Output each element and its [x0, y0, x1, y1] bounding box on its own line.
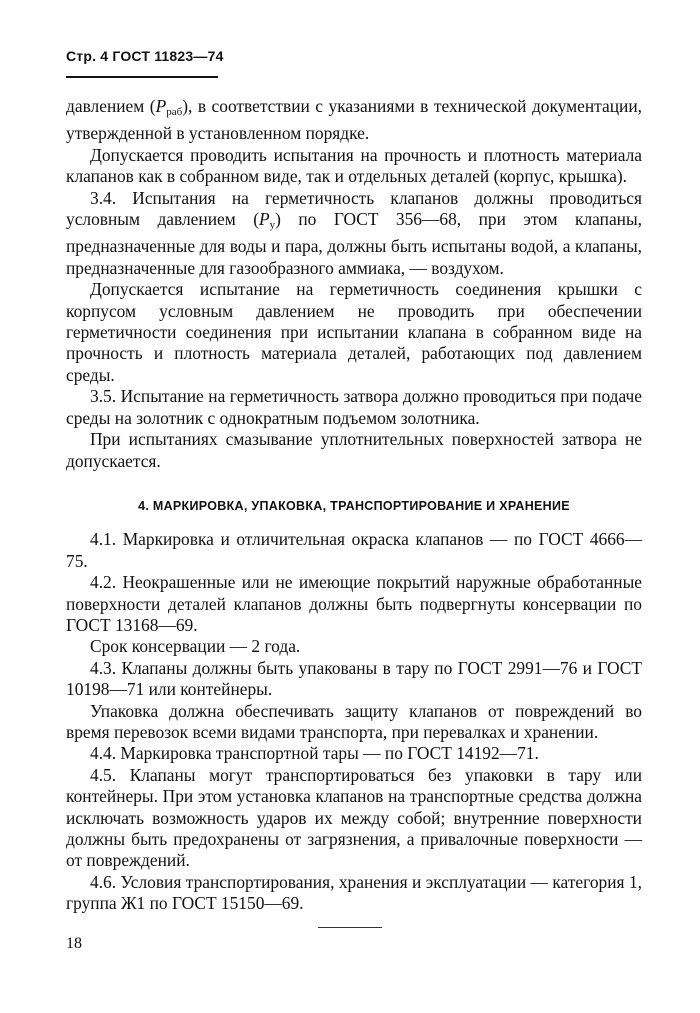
paragraph-conservation-term: Срок консервации — 2 года. — [90, 636, 301, 657]
section-heading: 4. МАРКИРОВКА, УПАКОВКА, ТРАНСПОРТИРОВАНИЕ И ХРАНЕНИЕ — [138, 498, 570, 513]
paragraph-3-4 — [66, 188, 642, 280]
paragraph-4-2: 4.2. Неокрашенные или не имеющие покрытий наружные обработанные поверхности деталей клапанов должны быть подвергнуты консервации по ГОСТ 13168—69. — [66, 572, 642, 635]
paragraph-3-5: 3.5. Испытание на герметичность затвора должно проводиться при подаче среды на золотник с однократным подъемом золотника. — [66, 386, 642, 428]
paragraph-pressure-continuation — [66, 96, 642, 145]
pressure-symbol: P — [155, 96, 167, 116]
text-fragment: давлением ( — [66, 96, 156, 116]
page-body — [66, 96, 642, 915]
pressure-subscript: у — [269, 219, 276, 232]
text-fragment: 3.4. Испытания на герметичность клапанов должны проводиться условным давлением ( — [66, 187, 642, 230]
paragraph-lid-test: Допускается испытание на герметичность соединения крышки с корпусом условным давлением не проводить при обеспечении герметичности соединения при испытании клапана в собранном виде на прочность и плотность материала деталей, работающих под давлением среды. — [66, 279, 642, 385]
header-rule — [66, 76, 218, 78]
page-header: Стр. 4 ГОСТ 11823—74 — [66, 48, 224, 64]
paragraph-lubrication: При испытаниях смазывание уплотнительных поверхностей затвора не допускается. — [66, 429, 642, 471]
paragraph-4-1: 4.1. Маркировка и отличительная окраска клапанов — по ГОСТ 4666—75. — [66, 529, 642, 571]
end-of-text-rule — [318, 927, 382, 928]
text-fragment: ), в соответствии с указаниями в технической документации, утвержденной в установленном порядке. — [66, 96, 642, 144]
pressure-symbol: P — [259, 209, 270, 230]
paragraph-strength-test: Допускается проводить испытания на прочность и плотность материала клапанов как в собранном виде, так и отдельных деталей (корпус, крышка). — [66, 144, 642, 187]
page-number: 18 — [66, 935, 82, 952]
paragraph-4-3: 4.3. Клапаны должны быть упакованы в тару по ГОСТ 2991—76 и ГОСТ 10198—71 или контейнеры. — [66, 657, 642, 700]
paragraph-4-5: 4.5. Клапаны могут транспортироваться без упаковки в тару или контейнеры. При этом установка клапанов на транспортные средства должна исключать возможность ударов их между собой; внутренние поверхности должны быть предохранены от загрязнения, а привалочные поверхности — от повреждений. — [66, 764, 642, 871]
paragraph-packaging: Упаковка должна обеспечивать защиту клапанов от повреждений во время перевозок всеми видами транспорта, при перевалках и хранении. — [66, 700, 642, 742]
paragraph-4-6: 4.6. Условия транспортирования, хранения и эксплуатации — категория 1, группа Ж1 по ГОСТ 15150—69. — [66, 871, 642, 914]
paragraph-4-4: 4.4. Маркировка транспортной тары — по ГОСТ 14192—71. — [90, 743, 539, 764]
text-fragment: ) по ГОСТ 356—68, при этом клапаны, предназначенные для воды и пара, должны быть испытаны водой, а клапаны, предназначенные для газообразного аммиака, — воздухом. — [66, 209, 643, 278]
pressure-subscript: раб — [166, 106, 183, 118]
